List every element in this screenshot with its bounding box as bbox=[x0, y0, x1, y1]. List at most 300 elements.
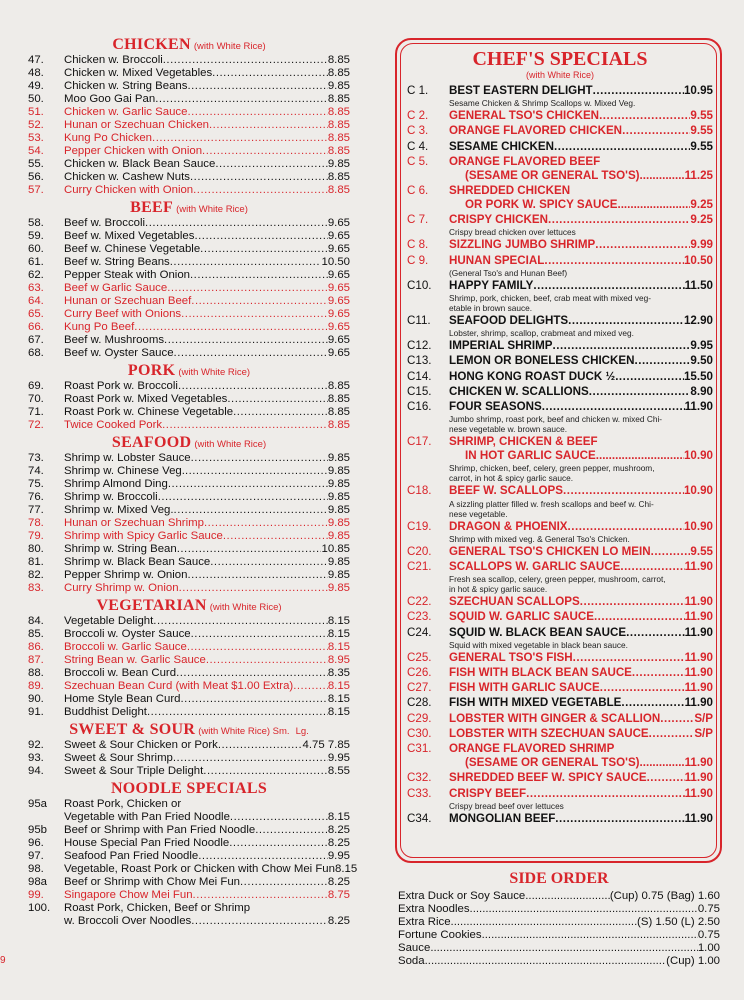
leader-dots bbox=[210, 556, 328, 569]
item-name: FISH WITH BLACK BEAN SAUCE bbox=[449, 666, 632, 680]
item-name: BEST EASTERN DELIGHT bbox=[449, 84, 593, 97]
item-name: SESAME CHICKEN bbox=[449, 139, 555, 153]
item-number: 52. bbox=[28, 119, 44, 131]
item-price: 8.25 bbox=[327, 876, 350, 888]
item-number: 50. bbox=[28, 93, 44, 105]
item-number: 90. bbox=[28, 693, 44, 705]
menu-item bbox=[28, 654, 350, 667]
item-price: 8.85 bbox=[327, 406, 350, 418]
item-number: C29. bbox=[407, 711, 432, 725]
item-number: C25. bbox=[407, 650, 432, 664]
chef-item bbox=[407, 384, 713, 399]
leader-dots bbox=[187, 641, 328, 654]
chef-item bbox=[407, 278, 713, 293]
item-price: 9.99 bbox=[690, 238, 713, 252]
section-header-noodle bbox=[28, 780, 350, 798]
menu-item bbox=[28, 530, 350, 543]
menu-item bbox=[28, 256, 350, 269]
item-description: Crispy bread beef over lettuces bbox=[449, 800, 564, 811]
leader-dots bbox=[173, 752, 328, 765]
item-name: Roast Pork w. Broccoli bbox=[64, 380, 178, 392]
leader-dots bbox=[181, 308, 328, 321]
leader-dots bbox=[533, 278, 684, 292]
leader-dots bbox=[223, 530, 328, 543]
menu-item bbox=[28, 308, 350, 321]
item-number: C24. bbox=[407, 625, 432, 639]
item-number: C28. bbox=[407, 696, 432, 710]
item-price: 8.15 bbox=[327, 811, 350, 823]
item-price: 9.25 bbox=[690, 198, 713, 212]
item-name: SHRIMP, CHICKEN & BEEF bbox=[449, 435, 598, 449]
item-number: 62. bbox=[28, 269, 44, 281]
menu-item bbox=[28, 452, 350, 465]
menu-item bbox=[28, 406, 350, 419]
menu-item-continued bbox=[28, 811, 350, 824]
leader-dots bbox=[233, 406, 328, 419]
menu-item bbox=[28, 334, 350, 347]
item-price: 9.65 bbox=[327, 347, 350, 359]
item-number: C32. bbox=[407, 771, 432, 785]
menu-item bbox=[28, 119, 350, 132]
item-number: C20. bbox=[407, 544, 432, 558]
menu-item bbox=[28, 556, 350, 569]
item-number: C 9. bbox=[407, 253, 429, 267]
item-price: 8.35 bbox=[327, 667, 350, 679]
item-price: 9.85 bbox=[327, 582, 350, 594]
leader-dots bbox=[568, 313, 684, 327]
leader-dots bbox=[174, 504, 328, 517]
item-name: Vegetable, Roast Pork or Chicken with Chow Mei Fun bbox=[64, 863, 335, 875]
section-title: PORK bbox=[127, 362, 176, 379]
item-name-line: IN HOT GARLIC SAUCE bbox=[465, 449, 596, 463]
item-number: C15. bbox=[407, 384, 432, 398]
item-price: 0.75 bbox=[697, 929, 720, 941]
item-name: Curry Shrimp w. Onion bbox=[64, 582, 179, 594]
item-name: Roast Pork, Chicken or bbox=[64, 798, 182, 810]
item-number: 75. bbox=[28, 478, 44, 490]
item-name: DRAGON & PHOENIX bbox=[449, 519, 568, 533]
item-price: 8.25 bbox=[327, 837, 350, 849]
item-number: 55. bbox=[28, 158, 44, 170]
item-name: GENERAL TSO'S FISH bbox=[449, 650, 573, 664]
item-number: 96. bbox=[28, 837, 44, 849]
item-price: 11.90 bbox=[684, 696, 713, 710]
item-number: C 1. bbox=[407, 84, 429, 97]
leader-dots bbox=[425, 955, 667, 968]
item-name: Beef w. String Beans bbox=[64, 256, 170, 268]
leader-dots bbox=[191, 452, 328, 465]
menu-item bbox=[28, 798, 350, 811]
item-price: 1.00 bbox=[697, 942, 720, 954]
item-price: 8.85 bbox=[327, 145, 350, 157]
leader-dots bbox=[600, 680, 685, 694]
item-name: Chicken w. Cashew Nuts bbox=[64, 171, 190, 183]
item-number: C22. bbox=[407, 595, 432, 609]
menu-item bbox=[28, 517, 350, 530]
leader-dots bbox=[145, 217, 328, 230]
item-number: 47. bbox=[28, 54, 44, 66]
item-price: (S) 1.50 (L) 2.50 bbox=[637, 916, 720, 928]
chef-item bbox=[407, 544, 713, 559]
item-name: GENERAL TSO'S CHICKEN bbox=[449, 109, 600, 123]
item-name-cont bbox=[407, 198, 713, 212]
menu-item bbox=[28, 106, 350, 119]
item-number: 74. bbox=[28, 465, 44, 477]
leader-dots bbox=[595, 237, 690, 251]
item-price: 11.90 bbox=[684, 650, 713, 664]
item-number: C 2. bbox=[407, 109, 429, 123]
menu-item bbox=[28, 419, 350, 432]
item-name: Chicken w. Black Bean Sauce bbox=[64, 158, 216, 170]
item-price: 8.15 bbox=[327, 693, 350, 705]
leader-dots bbox=[164, 334, 328, 347]
leader-dots bbox=[191, 295, 328, 308]
item-name-cont bbox=[407, 169, 713, 183]
item-number: C 5. bbox=[407, 154, 429, 168]
chef-item bbox=[407, 483, 713, 498]
chef-item bbox=[407, 183, 713, 198]
item-number: C19. bbox=[407, 519, 432, 533]
menu-item bbox=[28, 628, 350, 641]
menu-item bbox=[28, 615, 350, 628]
item-number: 61. bbox=[28, 256, 44, 268]
menu-item bbox=[28, 80, 350, 93]
item-name: Sauce bbox=[398, 942, 431, 954]
chef-item bbox=[407, 369, 713, 384]
item-name: Shrimp w. String Bean bbox=[64, 543, 177, 555]
item-price: 8.15 bbox=[327, 680, 350, 692]
item-name: Roast Pork w. Mixed Vegetables bbox=[64, 393, 228, 405]
menu-item bbox=[28, 765, 350, 778]
item-name: SHREDDED BEEF W. SPICY SAUCE bbox=[449, 771, 647, 785]
item-number: 82. bbox=[28, 569, 44, 581]
item-number: 49. bbox=[28, 80, 44, 92]
leader-dots bbox=[191, 628, 328, 641]
leader-dots bbox=[621, 695, 684, 709]
item-name: Kung Po Beef bbox=[64, 321, 135, 333]
item-number: C17. bbox=[407, 435, 432, 449]
item-price: (Cup) 1.00 bbox=[666, 955, 720, 967]
leader-dots bbox=[430, 942, 698, 955]
leader-dots bbox=[193, 184, 328, 197]
item-price: 9.65 bbox=[327, 269, 350, 281]
item-name: Beef w. Mixed Vegetables bbox=[64, 230, 195, 242]
leader-dots bbox=[134, 321, 328, 334]
item-price: 9.65 bbox=[327, 308, 350, 320]
leader-dots bbox=[198, 850, 328, 863]
menu-item bbox=[28, 54, 350, 67]
item-name: ORANGE FLAVORED BEEF bbox=[449, 154, 601, 168]
chef-item bbox=[407, 650, 713, 665]
item-price: 9.85 bbox=[327, 517, 350, 529]
item-name: HONG KONG ROAST DUCK ½ bbox=[449, 369, 616, 383]
item-price: 11.90 bbox=[684, 681, 713, 695]
item-name: Pepper Shrimp w. Onion bbox=[64, 569, 188, 581]
menu-item bbox=[28, 863, 358, 876]
section-title: VEGETARIAN bbox=[96, 597, 207, 614]
item-name-line: (SESAME OR GENERAL TSO'S) bbox=[465, 756, 640, 770]
item-price: 9.25 bbox=[690, 213, 713, 227]
item-price: 10.90 bbox=[683, 519, 713, 533]
item-name: FISH WITH MIXED VEGETABLE bbox=[449, 696, 622, 710]
menu-item bbox=[28, 680, 350, 693]
chef-item bbox=[407, 609, 713, 624]
leader-dots bbox=[451, 916, 638, 929]
item-price: 10.50 bbox=[683, 253, 713, 267]
item-name: Kung Po Chicken bbox=[64, 132, 153, 144]
item-name: MONGOLIAN BEEF bbox=[449, 811, 556, 825]
item-number: 77. bbox=[28, 504, 44, 516]
item-number: C27. bbox=[407, 681, 432, 695]
chefs-specials-title: CHEF'S SPECIALS bbox=[472, 48, 648, 70]
item-number: 99. bbox=[28, 889, 44, 901]
section-header-pork bbox=[28, 362, 350, 380]
item-name: String Bean w. Garlic Sauce bbox=[64, 654, 206, 666]
item-name: Vegetable Delight bbox=[64, 615, 154, 627]
chef-item bbox=[407, 680, 713, 695]
side-order-items bbox=[398, 890, 720, 968]
leader-dots bbox=[229, 837, 328, 850]
leader-dots bbox=[548, 212, 690, 226]
leader-dots bbox=[563, 483, 684, 497]
chef-item bbox=[407, 811, 713, 826]
item-number: C13. bbox=[407, 354, 432, 368]
item-name: Shrimp w. Chinese Veg. bbox=[64, 465, 185, 477]
menu-item bbox=[28, 693, 350, 706]
chef-item bbox=[407, 253, 713, 268]
menu-item bbox=[28, 889, 350, 902]
section-header-sweetsour bbox=[28, 721, 350, 739]
item-name: Beef or Shrimp with Pan Fried Noodle bbox=[64, 824, 256, 836]
side-order-item bbox=[398, 955, 720, 968]
item-description: Sesame Chicken & Shrimp Scallops w. Mixed Veg. bbox=[449, 98, 636, 109]
section-header-seafood bbox=[28, 434, 350, 452]
item-name: Beef w. Oyster Sauce bbox=[64, 347, 174, 359]
item-price: 9.85 bbox=[327, 504, 350, 516]
menu-item bbox=[28, 393, 350, 406]
item-price: 8.15 bbox=[327, 706, 350, 718]
item-number: 97. bbox=[28, 850, 44, 862]
leader-dots bbox=[525, 890, 610, 903]
item-name: Hunan or Szechuan Chicken bbox=[64, 119, 210, 131]
chefs-specials-box bbox=[395, 38, 722, 863]
side-order-section bbox=[398, 870, 720, 968]
item-price: 10.85 bbox=[321, 543, 350, 555]
item-number: C10. bbox=[407, 278, 432, 292]
item-number: 51. bbox=[28, 106, 44, 118]
item-price: 9.85 bbox=[327, 452, 350, 464]
chef-item bbox=[407, 711, 713, 726]
section-title: CHICKEN bbox=[112, 36, 191, 53]
item-price: 9.85 bbox=[327, 465, 350, 477]
item-number: 93. bbox=[28, 752, 44, 764]
item-price: 15.50 bbox=[683, 369, 713, 383]
item-number: 85. bbox=[28, 628, 44, 640]
chef-item bbox=[407, 665, 713, 680]
leader-dots bbox=[168, 478, 328, 491]
side-order-item bbox=[398, 929, 720, 942]
item-number: C 6. bbox=[407, 184, 429, 198]
item-name: Seafood Pan Fried Noodle bbox=[64, 850, 199, 862]
leader-dots bbox=[580, 594, 685, 608]
item-number: C23. bbox=[407, 610, 432, 624]
item-name: SHREDDED CHICKEN bbox=[449, 184, 571, 198]
item-price: 8.85 bbox=[327, 93, 350, 105]
item-name: Beef w. Mushrooms bbox=[64, 334, 165, 346]
leader-dots bbox=[542, 399, 685, 413]
leader-dots bbox=[162, 419, 328, 432]
item-price: 9.55 bbox=[690, 544, 713, 558]
leader-dots bbox=[620, 559, 684, 573]
section-note: (with White Rice) bbox=[209, 602, 282, 613]
item-number: C 4. bbox=[407, 139, 429, 153]
item-name: SQUID W. GARLIC SAUCE bbox=[449, 610, 594, 624]
side-order-item bbox=[398, 890, 720, 903]
item-price: 11.90 bbox=[684, 560, 713, 574]
item-number: 53. bbox=[28, 132, 44, 144]
item-price: 9.85 bbox=[327, 158, 350, 170]
item-description: etable in brown sauce. bbox=[449, 303, 533, 314]
item-name: Chicken w. String Beans bbox=[64, 80, 188, 92]
menu-item bbox=[28, 145, 350, 158]
leader-dots bbox=[593, 83, 684, 97]
item-number: 59. bbox=[28, 230, 44, 242]
item-number: C 3. bbox=[407, 124, 429, 138]
section-note: (with White Rice) bbox=[193, 41, 266, 52]
chef-item bbox=[407, 353, 713, 368]
item-price: 0.75 bbox=[697, 903, 720, 915]
item-price: 8.85 bbox=[327, 380, 350, 392]
side-order-item bbox=[398, 903, 720, 916]
item-price: 8.85 bbox=[327, 54, 350, 66]
leader-dots bbox=[554, 139, 690, 153]
item-number: C30. bbox=[407, 726, 432, 740]
item-price: 12.90 bbox=[683, 314, 713, 328]
item-description: Shrimp with mixed veg. & General Tso's Chicken. bbox=[449, 533, 630, 544]
item-description: A sizzling platter filled w. fresh scallops and beef w. Chi- bbox=[449, 498, 654, 509]
item-name-cont bbox=[407, 449, 713, 463]
item-name: Beef or Shrimp with Chow Mei Fun bbox=[64, 876, 240, 888]
leader-dots bbox=[155, 93, 328, 106]
item-price: 9.55 bbox=[690, 109, 713, 123]
item-number: 60. bbox=[28, 243, 44, 255]
section-note-extra: Lg. bbox=[295, 726, 309, 737]
chef-item bbox=[407, 786, 713, 801]
leader-dots bbox=[640, 756, 685, 770]
menu-item bbox=[28, 217, 350, 230]
section-note: (with White Rice) bbox=[178, 367, 251, 378]
leader-dots bbox=[209, 119, 328, 132]
item-description: Squid with mixed vegetable in black bean sauce. bbox=[449, 639, 628, 650]
item-number: 64. bbox=[28, 295, 44, 307]
leader-dots bbox=[204, 517, 328, 530]
item-price: 11.90 bbox=[684, 786, 713, 800]
item-price: 4.75 7.85 bbox=[302, 739, 350, 751]
side-order-title: SIDE ORDER bbox=[509, 870, 609, 887]
leader-dots bbox=[647, 770, 685, 784]
item-number: 78. bbox=[28, 517, 44, 529]
item-price: S/P bbox=[694, 711, 713, 725]
menu-item bbox=[28, 132, 350, 145]
item-name: Home Style Bean Curd bbox=[64, 693, 181, 705]
section-header-beef bbox=[28, 199, 350, 217]
item-name: Fortune Cookies bbox=[398, 929, 482, 941]
item-number: C34. bbox=[407, 811, 432, 825]
item-name: Twice Cooked Pork bbox=[64, 419, 163, 431]
item-number: 87. bbox=[28, 654, 44, 666]
section-title: SEAFOOD bbox=[111, 434, 192, 451]
item-number: 98a bbox=[28, 876, 48, 888]
item-price: 9.55 bbox=[690, 124, 713, 138]
leader-dots bbox=[193, 889, 328, 902]
item-price: 9.65 bbox=[327, 243, 350, 255]
item-name: Shrimp with Spicy Garlic Sauce bbox=[64, 530, 223, 542]
item-name: Shrimp w. Black Bean Sauce bbox=[64, 556, 211, 568]
chef-item bbox=[407, 594, 713, 609]
menu-item bbox=[28, 667, 350, 680]
item-number: C 8. bbox=[407, 238, 429, 252]
section-title: SWEET & SOUR bbox=[69, 721, 196, 738]
chef-item bbox=[407, 313, 713, 328]
leader-dots bbox=[589, 384, 691, 398]
chef-item bbox=[407, 695, 713, 710]
item-price: 9.85 bbox=[327, 530, 350, 542]
item-name: Singapore Chow Mei Fun bbox=[64, 889, 193, 901]
menu-item bbox=[28, 269, 350, 282]
item-name: Roast Pork, Chicken, Beef or Shrimp bbox=[64, 902, 251, 914]
item-name-cont bbox=[407, 756, 713, 770]
item-number: 100. bbox=[28, 902, 51, 914]
item-name: Buddhist Delight bbox=[64, 706, 147, 718]
item-name: Broccoli w. Bean Curd bbox=[64, 667, 177, 679]
item-price: 8.85 bbox=[327, 419, 350, 431]
item-price: 9.65 bbox=[327, 295, 350, 307]
item-price: 9.65 bbox=[327, 334, 350, 346]
item-name: Beef w Garlic Sauce bbox=[64, 282, 168, 294]
leader-dots bbox=[187, 80, 327, 93]
item-name: CRISPY BEEF bbox=[449, 786, 527, 800]
leader-dots bbox=[555, 811, 684, 825]
menu-item bbox=[28, 478, 350, 491]
menu-item-continued bbox=[28, 915, 350, 928]
menu-item bbox=[28, 67, 350, 80]
item-price: 9.65 bbox=[327, 282, 350, 294]
leader-dots bbox=[178, 380, 328, 393]
item-name: Broccoli w. Garlic Sauce bbox=[64, 641, 187, 653]
item-name: LOBSTER WITH SZECHUAN SAUCE bbox=[449, 726, 649, 740]
chef-item bbox=[407, 212, 713, 227]
chefs-specials-note: (with White Rice) bbox=[525, 70, 594, 80]
item-price: 11.50 bbox=[684, 278, 713, 292]
menu-item bbox=[28, 739, 350, 752]
menu-item bbox=[28, 543, 350, 556]
item-number: C33. bbox=[407, 786, 432, 800]
leader-dots bbox=[191, 915, 328, 928]
leader-dots bbox=[187, 106, 327, 119]
menu-item bbox=[28, 93, 350, 106]
leader-dots bbox=[174, 347, 328, 360]
menu-item bbox=[28, 706, 350, 719]
item-description: in hot & spicy garlic sauce. bbox=[449, 584, 548, 595]
section-note: (with White Rice) bbox=[176, 204, 248, 215]
item-number: 94. bbox=[28, 765, 44, 777]
chefs-specials-items bbox=[407, 83, 713, 826]
item-name: Soda bbox=[398, 955, 425, 967]
leader-dots bbox=[596, 449, 684, 463]
item-name: Sweet & Sour Shrimp bbox=[64, 752, 173, 764]
menu-item bbox=[28, 184, 350, 197]
item-price: 8.15 bbox=[327, 628, 350, 640]
